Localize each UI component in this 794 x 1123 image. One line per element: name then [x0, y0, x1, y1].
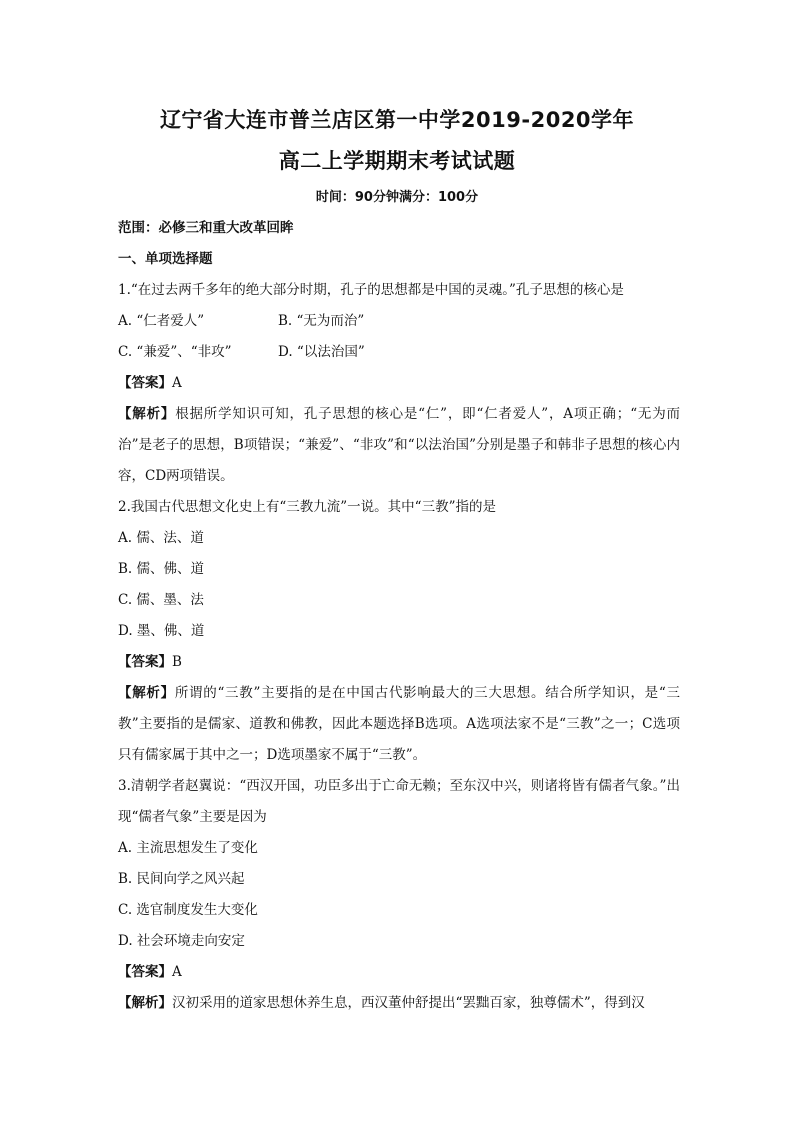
question-3-option-c: C. 选官制度发生大变化 [118, 902, 258, 918]
question-3-option-a: A. 主流思想发生了变化 [118, 840, 258, 856]
question-1-stem: 1.“在过去两千多年的绝大部分时期，孔子的思想都是中国的灵魂。”孔子思想的核心是 [118, 282, 624, 298]
question-1-answer [118, 368, 680, 399]
question-3-answer [118, 957, 680, 988]
analysis-label: 【解析】 [118, 685, 175, 701]
question-1-options-row1 [118, 306, 680, 337]
scope-line: 范围：必修三和重大改革回眸 [118, 220, 294, 236]
answer-label: 【答案】 [118, 964, 172, 980]
analysis-label: 【解析】 [118, 995, 172, 1011]
answer-label: 【答案】 [118, 375, 172, 391]
question-2-stem: 2.我国古代思想文化史上有“三教九流”一说。其中“三教”指的是 [118, 499, 496, 515]
analysis-text: 所谓的“三教”主要指的是在中国古代影响最大的三大思想。结合所学知识，是“三教”主要指的是儒家、道教和佛教，因此本题选择B选项。A选项法家不是“三教”之一；C选项只有儒家属于其中之一；D选项墨家不属于“三教”。 [118, 685, 680, 763]
answer-value: B [172, 654, 182, 670]
question-1-options-row2 [118, 337, 680, 368]
question-3-analysis [118, 988, 680, 1019]
question-2-option-c: C. 儒、墨、法 [118, 592, 204, 608]
question-2-analysis [118, 678, 680, 771]
question-1-analysis [118, 399, 680, 492]
answer-value: A [172, 964, 182, 980]
document-title-line1: 辽宁省大连市普兰店区第一中学2019-2020学年 [159, 108, 635, 132]
question-2-option-a: A. 儒、法、道 [118, 530, 204, 546]
question-2-option-b: B. 儒、佛、道 [118, 561, 205, 577]
question-2-answer [118, 647, 680, 678]
question-3-option-d: D. 社会环境走向安定 [118, 933, 245, 949]
question-3-option-b: B. 民间向学之风兴起 [118, 871, 245, 887]
question-1-option-a: A. “仁者爱人” [118, 313, 205, 329]
question-1-option-c: C. “兼爱”、“非攻” [118, 344, 232, 360]
question-1-option-b: B. “无为而治” [278, 313, 365, 329]
analysis-label: 【解析】 [118, 406, 176, 422]
document-title-line2: 高二上学期期末考试试题 [278, 149, 516, 173]
analysis-text: 根据所学知识可知，孔子思想的核心是“仁”，即“仁者爱人”，A项正确；“无为而治”是老子的思想，B项错误；“兼爱”、“非攻”和“以法治国”分别是墨子和韩非子思想的核心内容，CD两项错误。 [118, 406, 681, 484]
question-1-option-d: D. “以法治国” [278, 344, 365, 360]
answer-value: A [172, 375, 182, 391]
answer-label: 【答案】 [118, 654, 172, 670]
document-body [118, 213, 680, 1019]
question-3-stem: 3.清朝学者赵翼说：“西汉开国，功臣多出于亡命无赖；至东汉中兴，则诸将皆有儒者气象。”出现“儒者气象”主要是因为 [118, 778, 680, 825]
analysis-text: 汉初采用的道家思想休养生息，西汉董仲舒提出“罢黜百家，独尊儒术”，得到汉 [172, 995, 645, 1011]
exam-info: 时间：90分钟满分：100分 [315, 190, 479, 205]
section-heading: 一、单项选择题 [118, 251, 213, 267]
question-2-option-d: D. 墨、佛、道 [118, 623, 205, 639]
